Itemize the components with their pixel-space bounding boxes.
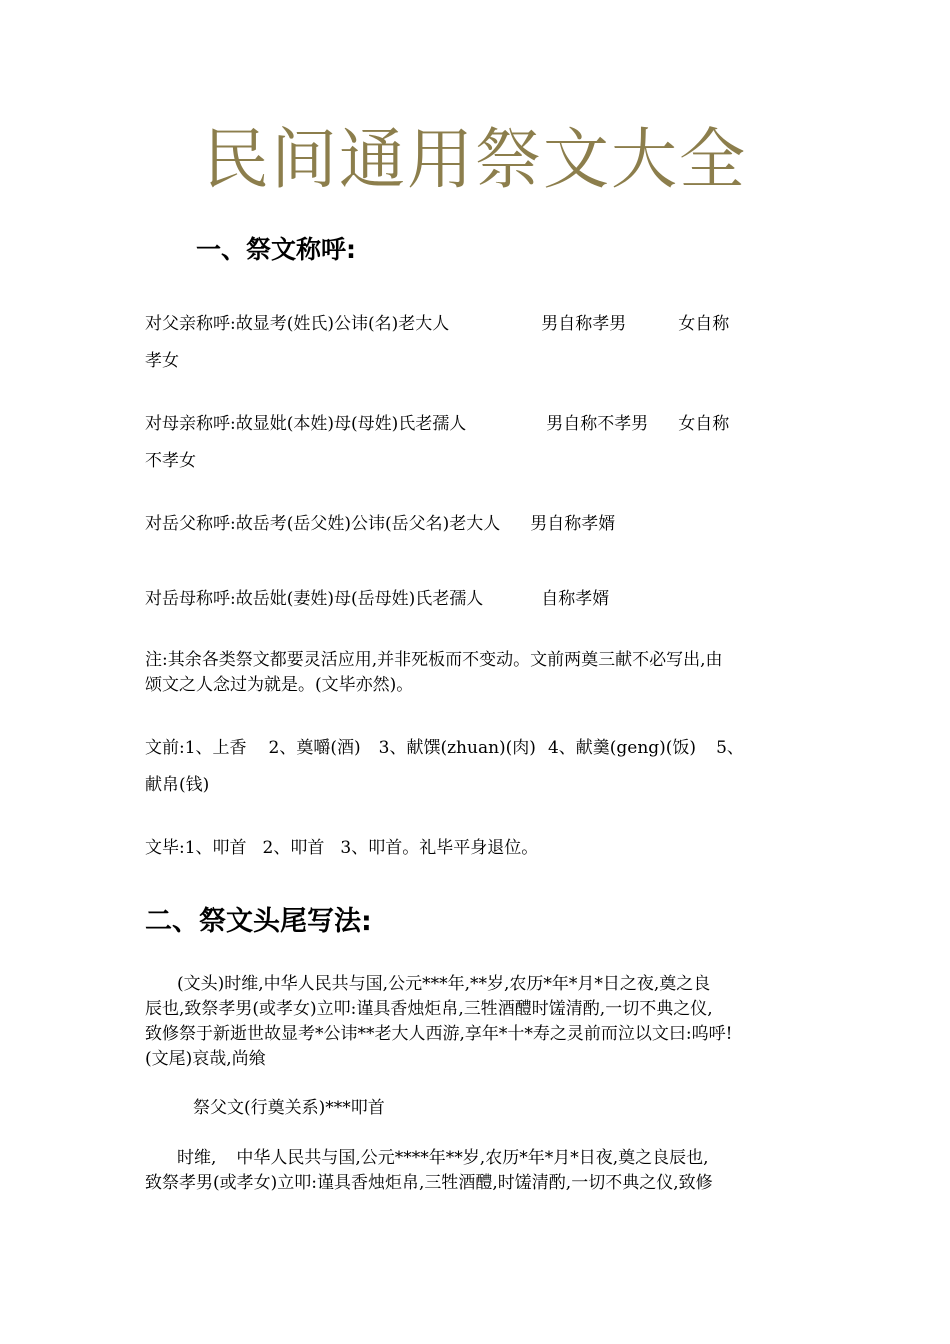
- example2-line-2: 致祭孝男(或孝女)立叩:谨具香烛炬帛,三牲酒醴,时馐清酌,一切不典之仪,致修: [145, 1173, 713, 1193]
- section1-heading: 一、祭文称呼:: [196, 235, 356, 264]
- example2-heading: 祭父文(行奠关系)***叩首: [193, 1098, 385, 1118]
- section2-heading: 二、祭文头尾写法:: [145, 906, 372, 937]
- appellation-mother-in-law-text: 对岳母称呼:故岳妣(妻姓)母(岳母姓)氏老孺人: [145, 589, 484, 609]
- after-step-3: 3、叩首。礼毕平身退位。: [340, 838, 539, 858]
- appellation-mother-text: 对母亲称呼:故显妣(本姓)母(母姓)氏老孺人: [145, 414, 467, 434]
- example1-line-2: 辰也,致祭孝男(或孝女)立叩:谨具香烛炬帛,三牲酒醴时馐清酌,一切不典之仪,: [145, 999, 713, 1019]
- appellation-father-in-law-self: 男自称孝婿: [530, 514, 616, 534]
- appellation-mother-in-law-self: 自称孝婿: [541, 589, 610, 609]
- note-line-2: 颂文之人念过为就是。(文毕亦然)。: [145, 675, 414, 695]
- document-title: 民间通用祭文大全: [203, 121, 747, 198]
- before-ceremony-line-1: [145, 736, 744, 761]
- appellation-mother-female: 女自称: [678, 414, 730, 434]
- appellation-mother: [145, 412, 729, 437]
- appellation-father-cont: 孝女: [145, 351, 179, 371]
- example2-line-1-rest: 中华人民共与国,公元****年**岁,农历*年*月*日夜,奠之良辰也,: [236, 1148, 709, 1168]
- appellation-father-in-law: [145, 512, 615, 537]
- before-step-5: 5、: [716, 738, 744, 758]
- note-line-1: 注:其余各类祭文都要灵活应用,并非死板而不变动。文前两奠三献不必写出,由: [145, 650, 723, 670]
- appellation-father-in-law-text: 对岳父称呼:故岳考(岳父姓)公讳(岳父名)老大人: [145, 514, 501, 534]
- before-step-1: 文前:1、上香: [145, 738, 247, 758]
- after-step-2: 2、叩首: [262, 838, 325, 858]
- before-step-3: 3、献馔(zhuan)(肉): [378, 738, 536, 758]
- appellation-father-female: 女自称: [678, 314, 730, 334]
- before-step-4: 4、献羹(geng)(饭): [547, 738, 697, 758]
- before-ceremony-line-2: 献帛(钱): [145, 775, 210, 795]
- appellation-mother-male: 男自称不孝男: [546, 414, 649, 434]
- example1-line-4: (文尾)哀哉,尚飨: [145, 1049, 266, 1069]
- appellation-father-male: 男自称孝男: [541, 314, 627, 334]
- appellation-father-text: 对父亲称呼:故显考(姓氏)公讳(名)老大人: [145, 314, 450, 334]
- example2-line-1: [177, 1146, 709, 1171]
- example1-line-3: 致修祭于新逝世故显考*公讳**老大人西游,享年*十*寿之灵前而泣以文曰:呜呼!: [145, 1024, 733, 1044]
- after-step-1: 文毕:1、叩首: [145, 838, 247, 858]
- after-ceremony-line: [145, 836, 538, 861]
- appellation-mother-in-law: [145, 587, 609, 612]
- example2-line-1-start: 时维,: [177, 1148, 217, 1168]
- appellation-mother-cont: 不孝女: [145, 451, 196, 471]
- before-step-2: 2、奠嚼(酒): [268, 738, 361, 758]
- example1-line-1: (文头)时维,中华人民共与国,公元***年,**岁,农历*年*月*日之夜,奠之良: [177, 974, 711, 994]
- appellation-father: [145, 312, 729, 337]
